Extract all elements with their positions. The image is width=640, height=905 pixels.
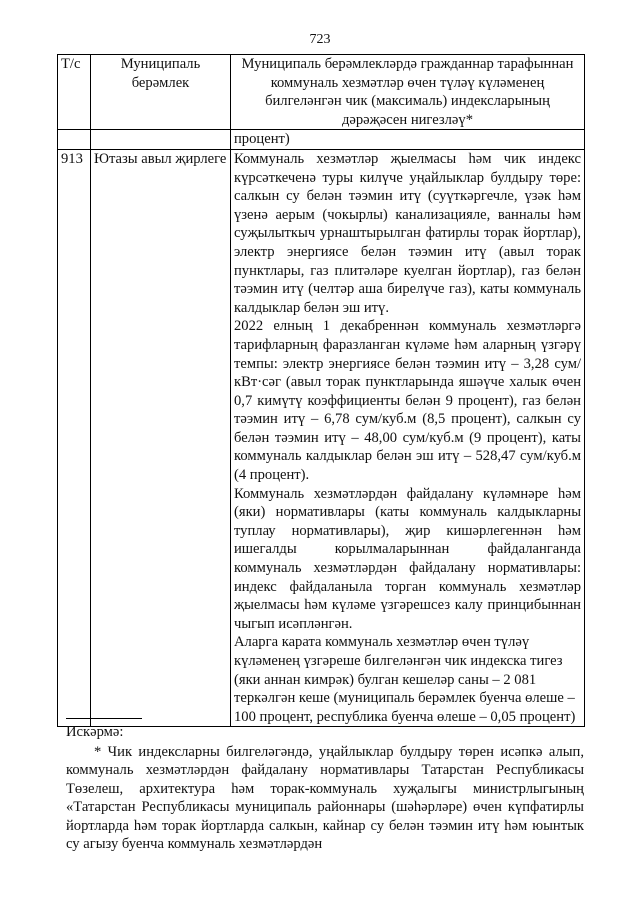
paragraph-utilities: Коммуналь хезмәтләр җыелмасы һәм чик индекс күрсәткеченә туры килүче уңайлыклар булдыру төре: салкын су белән тәэмин итү (суүткәргечле, үзәк һәм үзенә аерым (чокырлы) канализацияле, ванналы һәм суҗылыткыч урнаштырылган фатирлы торак йортлар), электр энергиясе белән тәэмин итү (авыл торак пунктлары, газ плитәләре куелган йортлар), газ белән тәэмин итү (челтәр аша бирелүче газ), каты коммуналь калдыклар белән эш итү. (234, 150, 581, 316)
paragraph-population: Аларга карата коммуналь хезмәтләр өчен түләү күләменең үзгәреше билгеләнгән чик индекска тигез (яки аннан кимрәк) булган кешеләр саны – 2 081 теркәлгән кеше (муниципаль берәмлек буенча өлеше – 100 процент, республика буенча өлеше – 0,05 процент) (234, 634, 576, 725)
footnote-label: Искәрмә: (66, 724, 124, 740)
continuation-text: процент) (231, 130, 585, 150)
footnote-divider (66, 718, 142, 719)
header-justification: Муниципаль берәмлекләрдә гражданнар тарафыннан коммуналь хезмәтләр өчен түләү күләменең билгеләнгән чик (максималь) индексларының дәрәҗәсен нигезләү* (231, 55, 585, 130)
row-number: 913 (58, 149, 91, 726)
page-number: 723 (309, 32, 331, 47)
table-row (58, 149, 585, 726)
paragraph-norms: Коммуналь хезмәтләрдән файдалану күләмнәре һәм (яки) нормативлары (каты коммуналь калдыкларны туплау нормативлары), җир кишәрлегеннән һәм ишегалды корылмаларыннан файдаланганда коммуналь хезмәтләрдән файдалану нормативлары: индекс файдаланыла торган коммуналь хезмәтләр җыелмасы һәм күләме үзгәрешсез калу принцибыннан чыгып исәпләнгән. (234, 485, 581, 632)
header-number: Т/с (58, 55, 91, 130)
municipality-name: Ютазы авыл җирлеге (91, 149, 231, 726)
footnote-text: * Чик индексларны билгеләгәндә, уңайлыклар булдыру төрен исәпкә алып, коммуналь хезмәтләрдән файдалану нормативлары Татарстан Республикасы Төзелеш, архитектура һәм торак-коммуналь хуҗалыгы министрлыгының «Татарстан Республикасы муниципаль районнары (шәһәрләре) өчен күпфатирлы йортларда һәм торак йортларда салкын, кайнар су белән тәэмин итү һәм юынтык су агызу буенча коммуналь хезмәтләрдән (66, 744, 584, 853)
justification-cell (231, 149, 585, 726)
header-municipality: Муниципаль берәмлек (91, 55, 231, 130)
tariff-table (57, 54, 585, 727)
continuation-row (58, 130, 585, 150)
table-header-row (58, 55, 585, 130)
paragraph-tariffs: 2022 елның 1 декабреннән коммуналь хезмәтләргә тарифларның фаразланган күләме һәм аларның үзгәрү темпы: электр энергиясе белән тәэмин итү – 3,28 сум/кВт·сәг (авыл торак пунктларында яшәүче халык өчен 0,7 кимүтү коэффициенты белән 9 процент), газ белән тәэмин итү – 6,78 сум/куб.м (8,5 процент), салкын су белән тәэмин итү – 48,00 сум/куб.м (9 процент), каты коммуналь калдыклар белән эш итү – 528,47 сум/куб.м (4 процент). (234, 318, 581, 484)
